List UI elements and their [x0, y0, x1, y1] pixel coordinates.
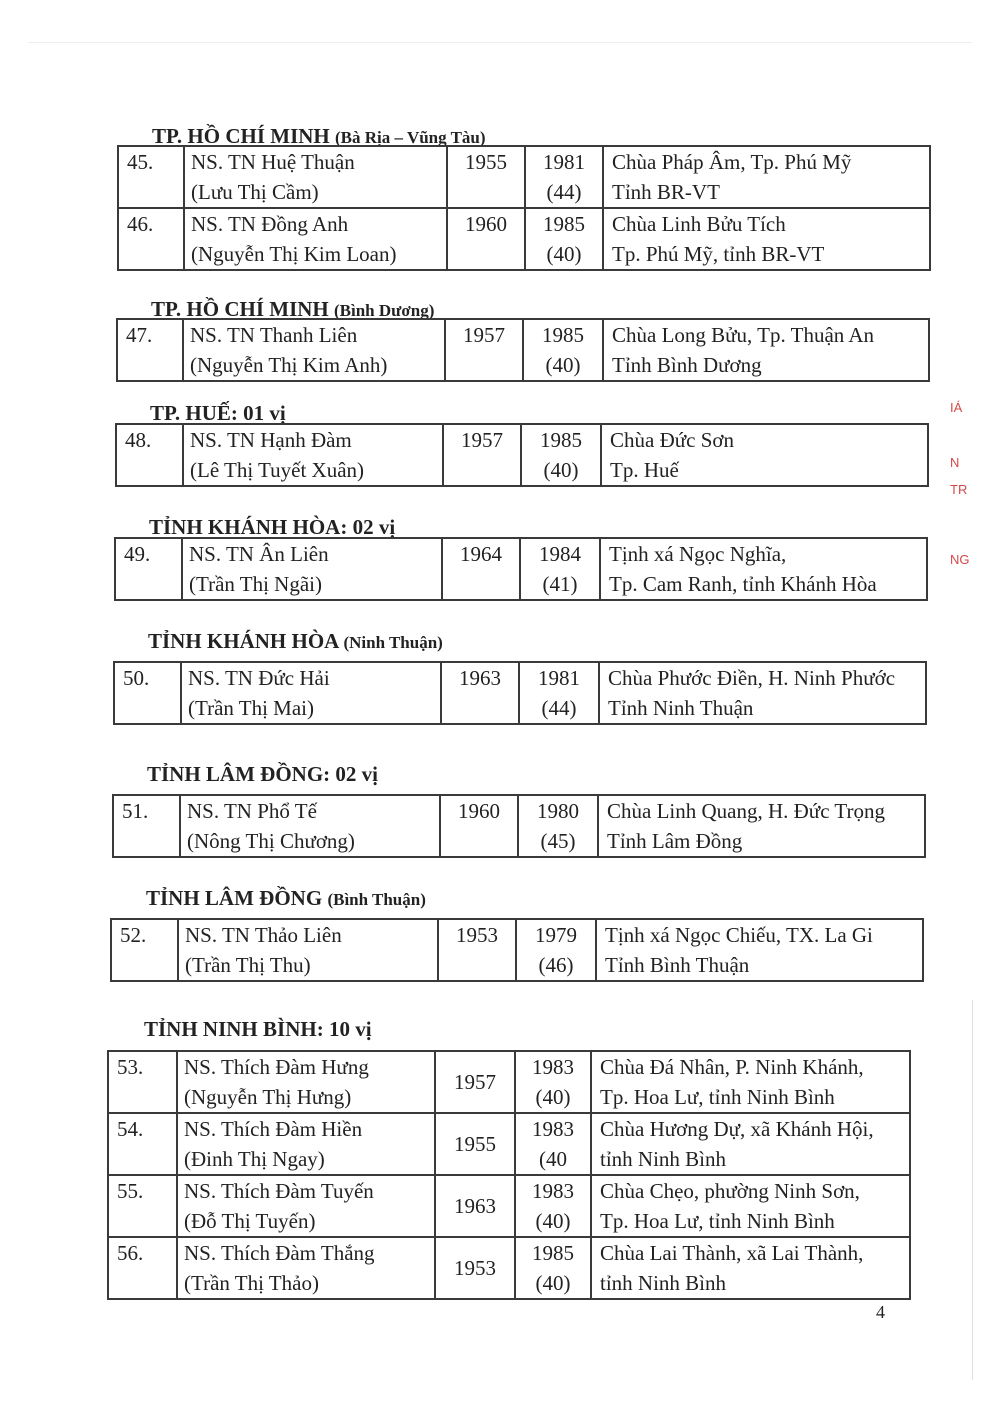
row-number: 50.	[123, 666, 150, 690]
ordination-age: (41)	[542, 572, 578, 596]
section-title: TP. HUẾ: 01 vị	[150, 401, 286, 425]
ordination-year: 1984	[539, 542, 581, 566]
table-row	[118, 146, 930, 208]
ordination-age: (40	[539, 1147, 567, 1171]
temple-province: Tỉnh Lâm Đồng	[607, 829, 743, 853]
ordination-age: (44)	[546, 180, 582, 204]
dharma-name: NS. Thích Đàm Tuyến	[184, 1179, 374, 1203]
row-number: 55.	[117, 1179, 144, 1203]
temple-location: Chùa Chẹo, phường Ninh Sơn,	[600, 1179, 860, 1203]
ordination-year: 1985	[543, 212, 585, 236]
table-row	[115, 538, 927, 600]
temple-location: Chùa Đức Sơn	[610, 428, 734, 452]
temple-province: Tỉnh Bình Thuận	[605, 953, 750, 977]
section-table	[116, 318, 930, 382]
ordination-year: 1981	[543, 150, 585, 174]
section-table	[114, 537, 928, 601]
ordination-age: (40)	[535, 1209, 571, 1233]
page-number: 4	[876, 1302, 885, 1322]
temple-location: Chùa Hương Dự, xã Khánh Hội,	[600, 1117, 874, 1141]
section-table	[113, 661, 927, 725]
ordination-year: 1980	[537, 799, 579, 823]
birth-year: 1963	[454, 1194, 496, 1218]
lay-name: (Nguyễn Thị Kim Anh)	[190, 353, 388, 377]
temple-location: Chùa Lai Thành, xã Lai Thành,	[600, 1241, 864, 1265]
section-table	[115, 423, 929, 487]
birth-year: 1957	[454, 1070, 496, 1094]
row-number: 56.	[117, 1241, 144, 1265]
temple-location: Chùa Linh Bửu Tích	[612, 212, 786, 236]
ordination-year: 1981	[538, 666, 580, 690]
birth-year: 1953	[456, 923, 498, 947]
temple-province: tỉnh Ninh Bình	[600, 1271, 727, 1295]
row-number: 45.	[127, 150, 154, 174]
row-number: 54.	[117, 1117, 144, 1141]
dharma-name: NS. Thích Đàm Thắng	[184, 1241, 375, 1265]
lay-name: (Nguyễn Thị Hưng)	[184, 1085, 352, 1109]
birth-year: 1964	[460, 542, 502, 566]
ordination-age: (44)	[541, 696, 577, 720]
temple-location: Tịnh xá Ngọc Nghĩa,	[609, 542, 787, 566]
ordination-year: 1979	[535, 923, 577, 947]
temple-province: Tp. Cam Ranh, tỉnh Khánh Hòa	[609, 572, 877, 596]
dharma-name: NS. TN Đồng Anh	[191, 212, 349, 236]
ordination-year: 1983	[532, 1179, 574, 1203]
temple-province: Tp. Hoa Lư, tỉnh Ninh Bình	[600, 1209, 835, 1233]
row-number: 46.	[127, 212, 154, 236]
table-row	[113, 795, 925, 857]
table-row	[108, 1237, 910, 1299]
section-title: TỈNH LÂM ĐỒNG (Bình Thuận)	[146, 886, 426, 910]
table-row	[116, 424, 928, 486]
section-title: TỈNH LÂM ĐỒNG: 02 vị	[147, 762, 378, 786]
row-number: 48.	[125, 428, 152, 452]
birth-year: 1953	[454, 1256, 496, 1280]
section-title: TP. HỒ CHÍ MINH (Bà Rịa – Vũng Tàu)	[152, 124, 486, 148]
section-table	[110, 918, 924, 982]
ordination-age: (40)	[545, 353, 581, 377]
lay-name: (Trần Thị Thảo)	[184, 1271, 319, 1295]
ordination-year: 1983	[532, 1117, 574, 1141]
lay-name: (Trần Thị Mai)	[188, 696, 314, 720]
temple-province: Tỉnh Ninh Thuận	[608, 696, 754, 720]
temple-province: Tỉnh Bình Dương	[612, 353, 762, 377]
temple-location: Chùa Pháp Âm, Tp. Phú Mỹ	[612, 150, 852, 174]
table-row	[118, 208, 930, 270]
row-number: 51.	[122, 799, 149, 823]
table-row	[111, 919, 923, 981]
section-title: TỈNH NINH BÌNH: 10 vị	[144, 1017, 372, 1041]
lay-name: (Trần Thị Thu)	[185, 953, 311, 977]
table-row	[117, 319, 929, 381]
ordination-age: (45)	[540, 829, 576, 853]
birth-year: 1955	[454, 1132, 496, 1156]
temple-location: Chùa Phước Điền, H. Ninh Phước	[608, 666, 896, 690]
row-number: 47.	[126, 323, 153, 347]
temple-location: Tịnh xá Ngọc Chiếu, TX. La Gi	[605, 923, 873, 947]
birth-year: 1963	[459, 666, 501, 690]
ordination-age: (40)	[543, 458, 579, 482]
page-edge	[28, 42, 972, 43]
ordination-age: (46)	[538, 953, 574, 977]
ordination-year: 1985	[542, 323, 584, 347]
section-title: TỈNH KHÁNH HÒA (Ninh Thuận)	[148, 629, 443, 653]
section-title: TỈNH KHÁNH HÒA: 02 vị	[149, 515, 396, 539]
birth-year: 1960	[465, 212, 507, 236]
dharma-name: NS. TN Thảo Liên	[185, 923, 342, 947]
dharma-name: NS. Thích Đàm Hưng	[184, 1055, 369, 1079]
temple-province: tỉnh Ninh Bình	[600, 1147, 727, 1171]
margin-stamp	[950, 390, 980, 580]
section-table	[107, 1050, 911, 1300]
stamp-fragment: N	[950, 455, 960, 470]
row-number: 53.	[117, 1055, 144, 1079]
birth-year: 1957	[461, 428, 503, 452]
birth-year: 1955	[465, 150, 507, 174]
stamp-fragment: IÁ	[950, 400, 963, 415]
ordination-year: 1983	[532, 1055, 574, 1079]
lay-name: (Lê Thị Tuyết Xuân)	[190, 458, 365, 482]
page-edge	[972, 1000, 973, 1380]
temple-location: Chùa Long Bửu, Tp. Thuận An	[612, 323, 875, 347]
stamp-fragment: TR	[950, 482, 968, 497]
stamp-fragment: NG	[950, 552, 970, 567]
lay-name: (Lưu Thị Cầm)	[191, 180, 319, 204]
lay-name: (Nông Thị Chương)	[187, 829, 355, 853]
table-row	[108, 1113, 910, 1175]
lay-name: (Nguyễn Thị Kim Loan)	[191, 242, 397, 266]
table-row	[114, 662, 926, 724]
dharma-name: NS. TN Huệ Thuận	[191, 150, 355, 174]
table-row	[108, 1051, 910, 1113]
ordination-age: (40)	[535, 1271, 571, 1295]
lay-name: (Đỗ Thị Tuyến)	[184, 1209, 316, 1233]
dharma-name: NS. TN Ân Liên	[189, 542, 329, 566]
temple-province: Tp. Phú Mỹ, tỉnh BR-VT	[612, 242, 825, 266]
table-row	[108, 1175, 910, 1237]
birth-year: 1957	[463, 323, 505, 347]
dharma-name: NS. TN Hạnh Đàm	[190, 428, 352, 452]
ordination-year: 1985	[532, 1241, 574, 1265]
temple-location: Chùa Linh Quang, H. Đức Trọng	[607, 799, 885, 823]
temple-location: Chùa Đá Nhân, P. Ninh Khánh,	[600, 1055, 864, 1079]
dharma-name: NS. TN Phổ Tế	[187, 799, 317, 823]
ordination-age: (40)	[546, 242, 582, 266]
section-table	[117, 145, 931, 271]
dharma-name: NS. TN Thanh Liên	[190, 323, 358, 347]
temple-province: Tỉnh BR-VT	[612, 180, 720, 204]
section-title: TP. HỒ CHÍ MINH (Bình Dương)	[151, 297, 435, 321]
lay-name: (Trần Thị Ngãi)	[189, 572, 322, 596]
row-number: 52.	[120, 923, 147, 947]
dharma-name: NS. TN Đức Hải	[188, 666, 330, 690]
birth-year: 1960	[458, 799, 500, 823]
temple-province: Tp. Hoa Lư, tỉnh Ninh Bình	[600, 1085, 835, 1109]
ordination-age: (40)	[535, 1085, 571, 1109]
lay-name: (Đinh Thị Ngay)	[184, 1147, 325, 1171]
section-table	[112, 794, 926, 858]
ordination-year: 1985	[540, 428, 582, 452]
dharma-name: NS. Thích Đàm Hiền	[184, 1117, 363, 1141]
temple-province: Tp. Huế	[610, 458, 679, 482]
row-number: 49.	[124, 542, 151, 566]
